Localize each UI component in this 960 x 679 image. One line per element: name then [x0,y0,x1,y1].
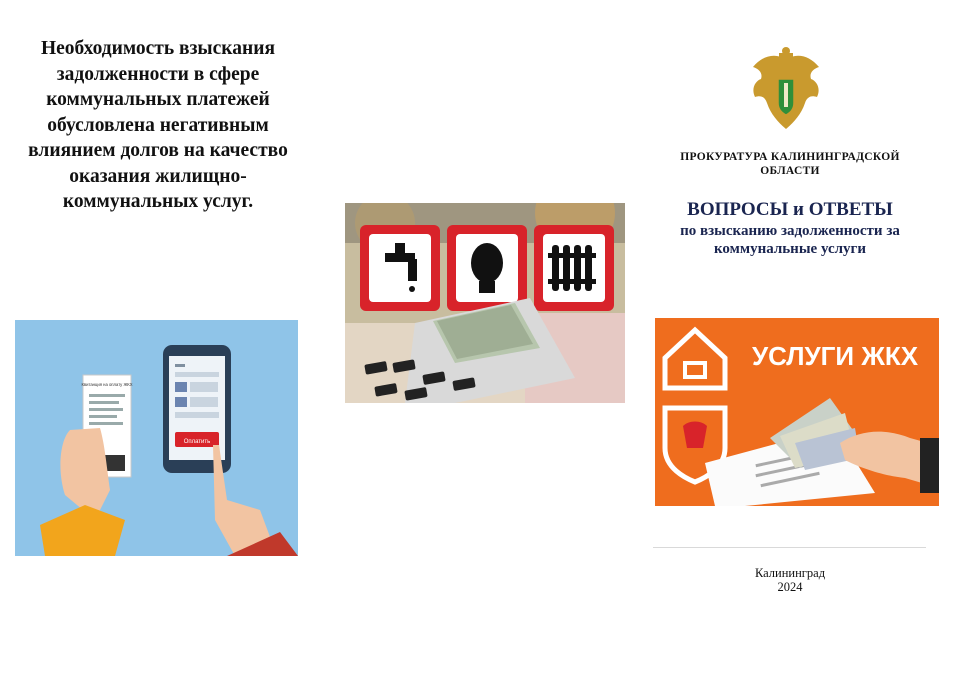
organization-name: ПРОКУРАТУРА КАЛИНИНГРАДСКОЙ ОБЛАСТИ [680,151,900,177]
payment-scene-graphic [15,320,298,556]
smartphone-icon [163,345,231,473]
housing-services-graphic [655,318,939,506]
footer-divider [653,547,926,548]
brochure-title: ВОПРОСЫ и ОТВЕТЫ [687,199,893,220]
lightbulb-icon [447,225,527,311]
receipt-label: Квитанция на оплату ЖКХ [81,382,133,387]
city-name: Калининград [754,566,826,580]
brochure-subtitle: по взысканию задолженности за коммунальные услуги [680,223,900,257]
faucet-icon [360,225,440,311]
publication-year: 2024 [777,580,803,594]
utilities-calculator-illustration [345,203,625,403]
brochure-intro-text: Необходимость взыскания задолженности в сфере коммунальных платежей обусловлена негативным влиянием долгов на качество оказания жилищно-коммунальных услуг. [28,38,288,212]
radiator-icon [534,225,614,311]
housing-services-banner [655,318,939,506]
banner-label: УСЛУГИ ЖКХ [751,341,919,371]
online-payment-illustration [15,320,298,556]
publication-place [690,566,890,594]
prosecutor-office-emblem [745,45,827,133]
double-headed-eagle-icon [745,45,827,133]
utilities-scene-graphic [345,203,625,403]
pay-button-label: Оплатить [183,439,211,445]
